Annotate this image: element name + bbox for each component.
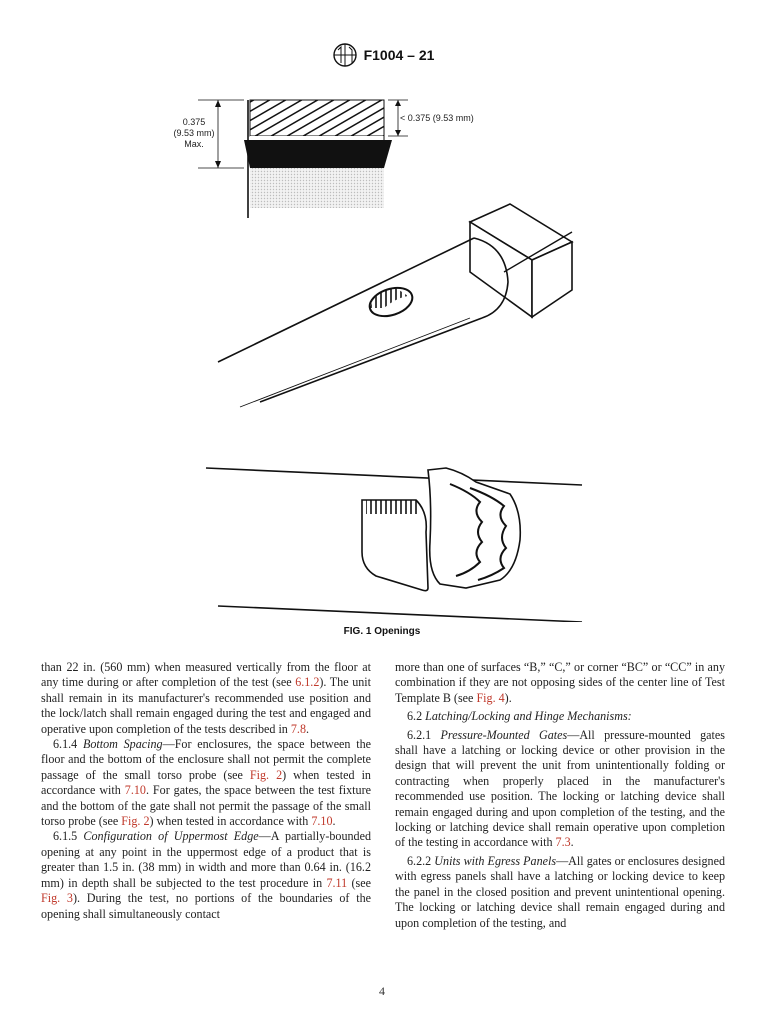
dimension-label-right: < 0.375 (9.53 mm) bbox=[400, 113, 474, 123]
section-title: Pressure-Mounted Gates bbox=[440, 727, 568, 742]
paragraph-continued: than 22 in. (560 mm) when measured vertically from the floor at any time during or after completion of the test (see 6.1.2). The unit shall remain in its manufacturer's recommended use position and the lock/latch shall remain engaged during the test and engaged and operative upon completion of the tests described in 7.8. bbox=[41, 660, 372, 736]
section-link[interactable]: 7.11 bbox=[326, 875, 348, 890]
section-title: Bottom Spacing bbox=[82, 737, 163, 752]
text-column-right bbox=[395, 660, 725, 931]
paragraph-pressure-mounted-gates: 6.2.1 Pressure-Mounted Gates—All pressure-mounted gates shall have a latching or locking device or other provision in the design that will prevent the unit from unintentionally folding or contracting when properly placed in the manufacturer's recommended use position. The locking or latching device shall remain engaged during and upon completion of the testing, and the locking or latching device shall remain operative upon completion of the testing in accordance with 7.3. bbox=[395, 727, 725, 850]
figure-openings bbox=[170, 92, 590, 622]
figure-caption: FIG. 1 Openings bbox=[343, 626, 421, 637]
dimension-label-max: Max. bbox=[184, 139, 204, 149]
figure-link[interactable]: Fig. 4 bbox=[476, 690, 505, 705]
section-heading-latching: 6.2 Latching/Locking and Hinge Mechanisms: bbox=[407, 709, 632, 724]
section-link[interactable]: 6.1.2 bbox=[295, 675, 320, 690]
astm-logo-icon bbox=[330, 42, 360, 68]
cross-section-detail bbox=[198, 100, 408, 218]
standard-designation: F1004 – 21 bbox=[363, 47, 435, 63]
section-link[interactable]: 7.10 bbox=[124, 783, 146, 798]
paragraph-bottom-spacing: 6.1.4 Bottom Spacing—For enclosures, the space between the floor and the bottom of the enclosure shall not permit the complete passage of the small torso probe (see Fig. 2) when tested in accordance with 7.10. For gates, the space between the test fixture and the bottom of the gate shall not permit the passage of the small torso probe (see Fig. 2) when tested in accordance with 7.10. bbox=[41, 737, 371, 829]
openings-illustration bbox=[170, 92, 590, 622]
section-title: Units with Egress Panels bbox=[434, 853, 557, 868]
tube-cutaway-drawing bbox=[206, 468, 582, 622]
text-column-left bbox=[41, 660, 371, 922]
figure-link[interactable]: Fig. 2 bbox=[121, 814, 150, 829]
figure-link[interactable]: Fig. 2 bbox=[249, 767, 283, 782]
page-header bbox=[0, 40, 764, 70]
dimension-label-value: 0.375 bbox=[182, 117, 206, 127]
section-link[interactable]: 7.3 bbox=[555, 835, 571, 850]
paragraph-continued: more than one of surfaces “B,” “C,” or corner “BC” or “CC” in any combination if they are not opposing sides of the center line of Test Template B (see Fig. 4). bbox=[395, 660, 725, 705]
paragraph-egress-panels: 6.2.2 Units with Egress Panels—All gates or enclosures designed with egress panels shall have a latching or locking device to keep the panel in the closed position and prevent unintentional opening. The locking or latching device shall remain engaged during and upon completion of the testing, and bbox=[395, 853, 725, 930]
dimension-label-metric: (9.53 mm) bbox=[173, 128, 215, 138]
tube-with-hole-drawing bbox=[218, 204, 572, 407]
section-title: Configuration of Uppermost Edge bbox=[83, 829, 259, 844]
section-link[interactable]: 7.8 bbox=[290, 721, 306, 736]
page-number: 4 bbox=[379, 984, 385, 998]
figure-link[interactable]: Fig. 3 bbox=[41, 891, 73, 906]
paragraph-uppermost-edge: 6.1.5 Configuration of Uppermost Edge—A partially-bounded opening at any point in the uppermost edge of a product that is greater than 1.5 in. (38 mm) in width and more than 0.64 in. (16.2 mm) in depth shall be subjected to the test procedure in 7.11 (see Fig. 3). During the test, no portions of the boundaries of the opening shall simultaneously contact bbox=[41, 829, 371, 921]
section-title: Latching/Locking and Hinge Mechanisms: bbox=[425, 709, 632, 724]
section-link[interactable]: 7.10 bbox=[311, 814, 333, 829]
